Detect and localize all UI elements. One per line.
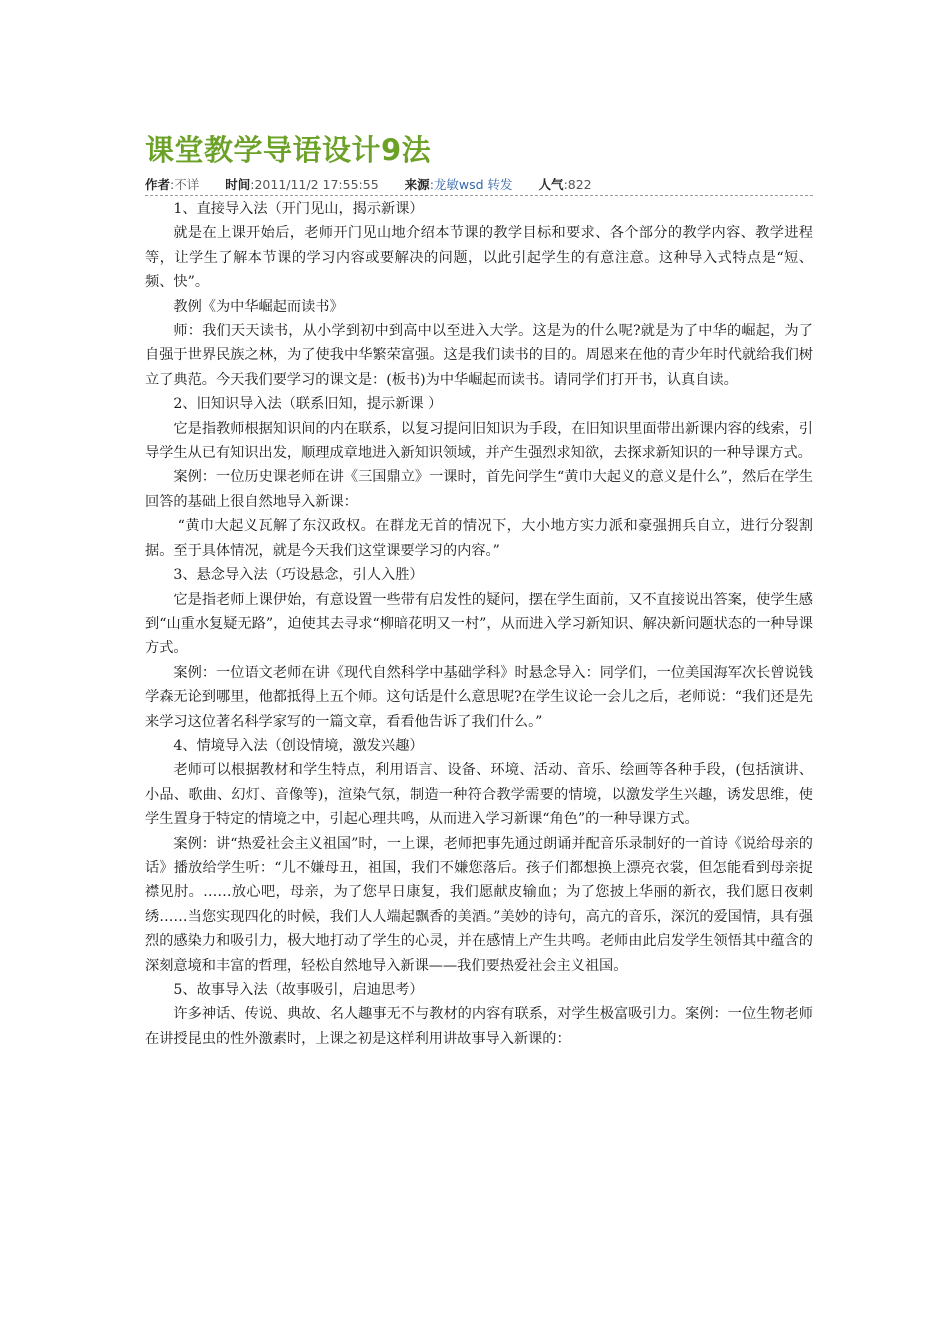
time-value: :2011/11/2 17:55:55 bbox=[250, 177, 379, 192]
source-label: 来源 bbox=[404, 177, 430, 192]
heading-method-2: 2、旧知识导入法（联系旧知，提示新课 ） bbox=[173, 396, 443, 413]
body-paragraph: 许多神话、传说、典故、名人趣事无不与教材的内容有联系，对学生极富吸引力。案例：一位生物老师在讲授昆虫的性外激素时，上课之初是这样利用讲故事导入新课的： bbox=[145, 1006, 813, 1047]
author-label: 作者 bbox=[145, 177, 171, 192]
body-paragraph: 案例：一位历史课老师在讲《三国鼎立》一课时，首先问学生“黄巾大起义的意义是什么”，然后在学生回答的基础上很自然地导入新课： bbox=[145, 469, 813, 510]
body-paragraph: 老师可以根据教材和学生特点，利用语言、设备、环境、活动、音乐、绘画等各种手段，(包括演讲、小品、歌曲、幻灯、音像等)，渲染气氛，制造一种符合教学需要的情境，以激发学生兴趣，诱发思维，使学生置身于特定的情境之中，引起心理共鸣，从而进入学习新课“角色”的一种导课方式。 bbox=[145, 762, 813, 828]
article-meta bbox=[145, 176, 813, 194]
quote-paragraph: “黄巾大起义瓦解了东汉政权。在群龙无首的情况下，大小地方实力派和豪强拥兵自立，进行分裂割据。至于具体情况，就是今天我们这堂课要学习的内容。” bbox=[145, 518, 813, 559]
body-paragraph: 就是在上课开始后，老师开门见山地介绍本节课的教学目标和要求、各个部分的教学内容、教学进程等，让学生了解本节课的学习内容或要解决的问题，以此引起学生的有意注意。这种导入式特点是“短、频、快”。 bbox=[145, 225, 813, 291]
article-title: 课堂教学导语设计9法 bbox=[145, 133, 432, 167]
body-paragraph: 它是指老师上课伊始，有意设置一些带有启发性的疑问，摆在学生面前，又不直接说出答案，使学生感到“山重水复疑无路”，迫使其去寻求“柳暗花明又一村”，从而进入学习新知识、解决新问题状态的一种导课方式。 bbox=[145, 591, 813, 657]
body-paragraph: 案例：一位语文老师在讲《现代自然科学中基础学科》时悬念导入：同学们，一位美国海军次长曾说钱学森无论到哪里，他都抵得上五个师。这句话是什么意思呢?在学生议论一会儿之后，老师说：“我们还是先来学习这位著名科学家写的一篇文章，看看他告诉了我们什么。” bbox=[145, 664, 813, 730]
meta-divider bbox=[145, 195, 813, 196]
views-value: :822 bbox=[563, 177, 592, 192]
views-label: 人气 bbox=[538, 177, 564, 192]
heading-method-5: 5、故事导入法（故事吸引，启迪思考） bbox=[173, 982, 424, 998]
heading-method-4: 4、情境导入法（创设情境，激发兴趣） bbox=[173, 737, 424, 754]
source-value-link[interactable]: :龙敏wsd 转发 bbox=[429, 177, 513, 192]
time-label: 时间 bbox=[225, 177, 251, 192]
heading-method-1: 1、直接导入法（开门见山，揭示新课） bbox=[173, 201, 424, 217]
example-title: 教例《为中华崛起而读书》 bbox=[173, 298, 344, 315]
article-body bbox=[145, 197, 813, 1051]
heading-method-3: 3、悬念导入法（巧设悬念，引人入胜） bbox=[173, 567, 424, 584]
author-value: :不详 bbox=[170, 177, 200, 192]
body-paragraph: 案例：讲“热爱社会主义祖国”时，一上课，老师把事先通过朗诵并配音乐录制好的一首诗《说给母亲的话》播放给学生听：“儿不嫌母丑，祖国，我们不嫌您落后。孩子们都想换上漂亮衣裳，但怎能看到母亲捉襟见肘。……放心吧，母亲，为了您早日康复，我们愿献皮输血；为了您披上华丽的新衣，我们愿日夜刺绣……当您实现四化的时候，我们人人端起飘香的美酒。”美妙的诗句，高亢的音乐，深沉的爱国情，具有强烈的感染力和吸引力，极大地打动了学生的心灵，并在感情上产生共鸣。老师由此启发学生领悟其中蕴含的深刻意境和丰富的哲理，轻松自然地导入新课——我们要热爱社会主义祖国。 bbox=[145, 835, 813, 974]
article bbox=[145, 128, 813, 1051]
body-paragraph: 它是指教师根据知识间的内在联系，以复习提问旧知识为手段，在旧知识里面带出新课内容的线索，引导学生从已有知识出发，顺理成章地进入新知识领域，并产生强烈求知欲，去探求新知识的一种导课方式。 bbox=[145, 420, 813, 462]
body-paragraph: 师：我们天天读书，从小学到初中到高中以至进入大学。这是为的什么呢?就是为了中华的崛起，为了自强于世界民族之林，为了使我中华繁荣富强。这是我们读书的目的。周恩来在他的青少年时代就给我们树立了典范。今天我们要学习的课文是：(板书)为中华崛起而读书。请同学们打开书，认真自读。 bbox=[145, 323, 813, 388]
